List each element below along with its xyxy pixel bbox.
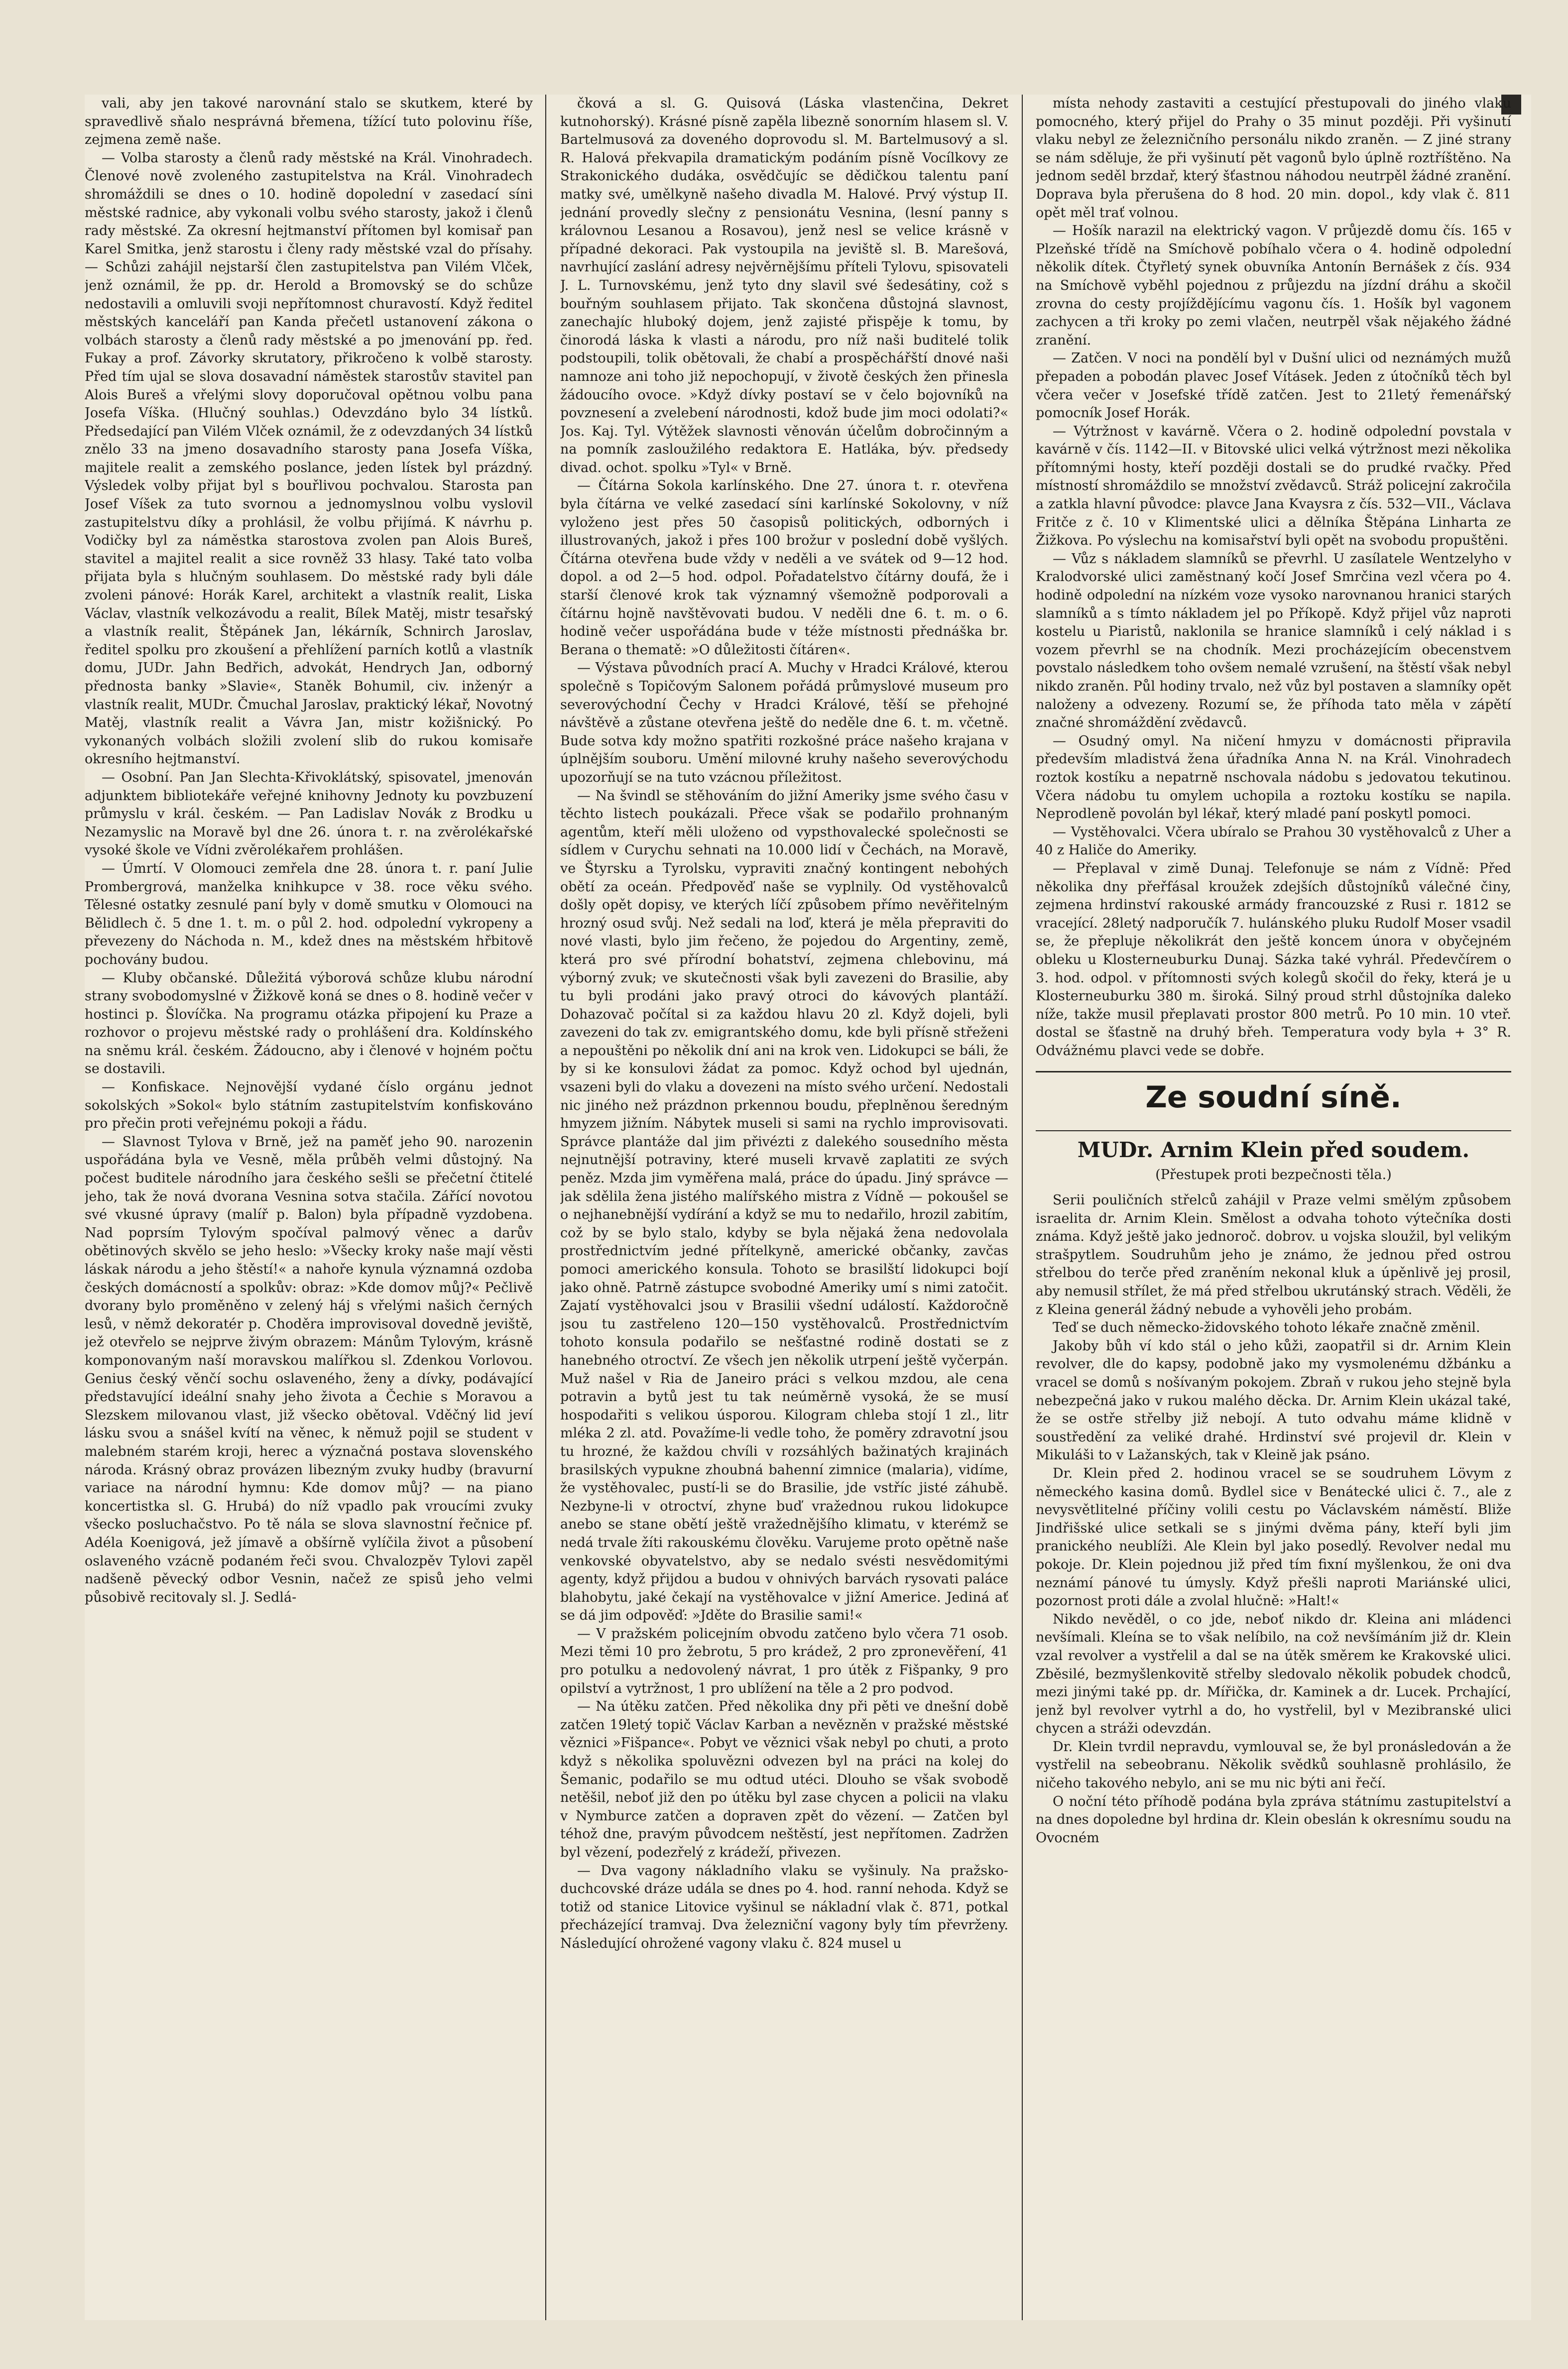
section-heading: Ze soudní síně.	[1036, 1071, 1511, 1117]
paragraph: — Přeplaval v zimě Dunaj. Telefonuje se nám z Vídně: Před několika dny přeřfásal kroužek zdejších důstojníků válečné činy, zejmena hrdinství rakouské armády francouzské z Rusi r. 1812 se vracející. 28letý nadporučík 7. hulánského pluku Rudolf Moser vsadil se, že přepluje několikrát den ještě koncem února v obyčejném obleku u Klosterneuburku Dunaj. Sázka také vyhrál. Předevčírem o 3. hod. odpol. v přítomnosti svých kolegů skočil do řeky, která je u Klosterneuburku 380 m. široká. Silný proud strhl důstojníka daleko níže, takže musil přeplavati prostor 800 metrů. Po 10 min. 10 vteř. dostal se šťastně na druhý břeh. Temperatura vody byla + 3° R. Odvážnému plavci vede se dobře.	[1036, 860, 1511, 1059]
paragraph: čková a sl. G. Quisová (Láska vlastenčina, Dekret kutnohorský). Krásné písně zapěla libezně sonorním hlasem sl. V. Bartelmusová za doveného doprovodu sl. M. Bartelmusový a sl. R. Halová překvapila dramatickým podáním písně Vocílkovy ze Strakonického dudáka, osvědčujíc se dědičkou talentu paní matky své, umělkyně našeho divadla M. Halové. Prvý výstup II. jednání provedly slečny z pensionátu Vesnina, (lesní panny s královnou Lesanou a Rosavou), jenž nesl se velice krásně v případné dekoraci. Pak vystoupila na jeviště sl. B. Marešová, navrhující zaslání adresy nejvěrnějšímu příteli Tylovu, spisovateli J. L. Turnovskému, jenž tyto dny slavil své šedesátiny, což s bouřným souhlasem přijato. Tak skončena důstojná slavnost, zanechajíc hluboký dojem, jenž zajisté přispěje k tomu, by činorodá láska k vlasti a národu, pro níž naši buditelé tolik podstoupili, tolik obětovali, že chabí a prospěchářští dnové naši namnoze ani toho již nepochopují, v životě českých žen přinesla žádoucího ovoce. »Když dívky postaví se v čelo bojovníků na povznesení a zvelebení národnosti, kdož bude jim moci odolati?« Jos. Kaj. Tyl. Výtěžek slavnosti věnován účelům dobročinným a na pomník zasloužilého redaktora E. Hatláka, býv. předsedy divad. ochot. spolku »Tyl« v Brně.	[560, 96, 1008, 475]
paragraph: — Vystěhovalci. Včera ubíralo se Prahou 30 vystěhovalců z Uher a 40 z Haliče do Ameriky.	[1036, 824, 1511, 858]
paragraph: — Osobní. Pan Jan Slechta-Křivoklátský, spisovatel, jmenován adjunktem bibliotekáře veřejné knihovny Jednoty ku povzbuzení průmyslu v král. českém. — Pan Ladislav Novák z Brodku u Nezamyslic na Moravě byl dne 26. února t. r. na zvěrolékařské vysoké škole ve Vídni zvěrolékařem prohlášen.	[85, 769, 533, 858]
column-left	[85, 95, 533, 2320]
article-subtitle: (Přestupek proti bezpečnosti těla.)	[1155, 1167, 1392, 1183]
paragraph: vali, aby jen takové narovnání stalo se skutkem, které by spravedlivě sňalo nesprávná břemena, tížící tuto polovinu říše, zejmena země naše.	[85, 96, 533, 148]
paragraph: místa nehody zastaviti a cestující přestupovali do jiného vlaku pomocného, který přijel do Prahy o 35 minut později. Při vyšinutí vlaku nebyl ze železničního personálu nikdo zraněn. — Z jiné strany se nám sděluje, že při vyšinutí pět vagonů bylo úplně roztříštěno. Na jednom seděl brzdař, který šťastnou náhodou neutrpěl žádné zranění. Doprava byla přerušena do 8 hod. 20 min. dopol., kdy vlak č. 811 opět měl trať volnou.	[1036, 96, 1511, 221]
paragraph: Dr. Klein před 2. hodinou vracel se se soudruhem Lövym z německého kasina domů. Bydlel sice v Benátecké ulici č. 7., ale z nevysvětlitelné příčiny volili cestu po Václavském náměstí. Bliže Jindřišské ulice setkali se s jinými dvěma pány, kteří byli jim pranického neublíži. Ale Klein byl jako posedlý. Revolver nedal mu pokoje. Dr. Klein pojednou již před tím fixní myšlenkou, že oni dva neznámí pánové tu úmysly. Když přešli naproti Mariánské ulici, pozornost proti dále a zvolal hlučně: »Halt!«	[1036, 1465, 1511, 1609]
paragraph: Serii pouličních střelců zahájil v Praze velmi smělým způsobem israelita dr. Arnim Klein. Smělost a odvaha tohoto výtečníka dosti známa. Když ještě jako jednoroč. dobrov. u vojska sloužil, byl velikým strašpytlem. Soudruhům jeho je známo, že jednou před ostrou střelbou do terče před zraněním nekonal kluk a úpěnlivě jej prosil, aby nemusil střílet, že má před střelbou ukrutánský strach. Věděli, že z Kleina generál žádný nebude a vyhověli jeho probám.	[1036, 1192, 1511, 1317]
paragraph: — Zatčen. V noci na pondělí byl v Dušní ulici od neznámých mužů přepaden a pobodán plavec Josef Vításek. Jeden z útočníků těch byl včera večer v Josefské třídě zatčen. Jest to 21letý řemenářský pomocník Josef Horák.	[1036, 351, 1511, 421]
paragraph: — V pražském policejním obvodu zatčeno bylo včera 71 osob. Mezi těmi 10 pro žebrotu, 5 pro krádež, 2 pro zpronevěření, 41 pro potulku a nedovolený návrat, 1 pro útěk z Fišpanky, 9 pro opilství a vytržnost, 1 pro ublížení na těle a 2 pro podvod.	[560, 1626, 1008, 1696]
paragraph: — Na útěku zatčen. Před několika dny při pěti ve dnešní době zatčen 19letý topič Václav Karban a nevězněn v pražské městské věznici »Fišpance«. Pobyt ve věznici však nebyl po chuti, a proto když s několika spoluvězni odvezen byl na práci na kolej do Šemanic, podařilo se mu odtud utéci. Dlouho se však svobodě netěšil, neboť již den po útěku byl zase chycen a policii na vlaku v Nymburce zatčen a dopraven zpět do vězení. — Zatčen byl téhož dne, pravým původcem neštěstí, jest nepřítomen. Zadržen byl vězení, podezřelý z krádeží, přivezen.	[560, 1699, 1008, 1860]
newspaper-page	[85, 95, 1531, 2320]
paragraph: — Osudný omyl. Na ničení hmyzu v domácnosti připravila především mladistvá žena úřadníka Anna N. na Král. Vinohradech roztok kostíku a nepatrně nschovala nádobu s jedovatou tekutinou. Včera nádobu tu omylem uchopila a roztoku kostíku se napila. Neprodleně povolán byl lékař, který mladé paní poskytl pomoci.	[1036, 733, 1511, 822]
paragraph: — Vůz s nákladem slamníků se převrhl. U zasílatele Wentzelyho v Kralodvorské ulici zaměstnaný kočí Josef Smrčina vezl včera po 4. hodině odpolední na nízkém voze vysoko narovnanou hranici starých slamníků a s tímto nákladem jel po Příkopě. Když přijel vůz naproti kostelu u Piaristů, naklonila se hranice slamníků i celý náklad i s vozem převrhl se na chodník. Mezi procházejícím obecenstvem povstalo následkem toho ovšem nemalé vzrušení, na štěstí však nebyl nikdo zraněn. Půl hodiny trvalo, než vůz byl postaven a slamníky opět naloženy a odvezeny. Rozumí se, že příhoda tato měla v zápětí značné shromáždění zvědavců.	[1036, 551, 1511, 731]
paragraph: — Výtržnost v kavárně. Včera o 2. hodině odpolední povstala v kavárně v čís. 1142—II. v Bitovské ulici velká výtržnost mezi několika přítomnými hosty, kteří později dostali se do prudké rvačky. Před místností shromáždilo se množství zvědavců. Stráž policejní zakročila a zatkla hlavní původce: plavce Jana Kvaysra z čís. 532—VII., Václava Fritče z č. 10 v Klimentské ulici a dělníka Štěpána Linharta ze Žižkova. Po výslechu na komisařství byli opět na svobodu propuštěni.	[1036, 423, 1511, 549]
paragraph: Jakoby bůh ví kdo stál o jeho kůži, zaopatřil si dr. Arnim Klein revolver, dle do kapsy, podobně jako my vysmolenému džbánku a vracel se domů s nošívaným pokojem. Zbraň v rukou jeho stejně byla nebezpečná jako v rukou malého děcka. Dr. Arnim Klein ukázal také, že se ostře střelby již nebojí. A tuto odvahu máme klidně v soustředění za veliké drahé. Hrdinství své projevil dr. Klein v Mikuláši to v Lažanských, tak v Kleině jak psáno.	[1036, 1338, 1511, 1463]
paragraph: — Volba starosty a členů rady městské na Král. Vinohradech. Členové nově zvoleného zastupitelstva na Král. Vinohradech shromáždili se dnes o 10. hodině dopolední v zasedací síni městské radnice, aby vykonali volbu svého starosty, jakož i členů rady městské. Za okresní hejtmanství přítomen byl komisař pan Karel Smitka, jenž starostu i členy rady městské vzal do přísahy. — Schůzi zahájil nejstarší člen zastupitelstva pan Vilém Vlček, jenž oznámil, že pp. dr. Herold a Bromovský se do schůze nedostavili a omluvili svoji nepřítomnost churavostí. Když ředitel městských kanceláří pan Kanda přečetl ustanovení zákona o volbách starosty a členů rady městské a po jmenování pp. řed. Fukay a prof. Závorky skrutatory, přikročeno k volbě starosty. Před tím ujal se slova dosavadní náměstek starostův stavitel pan Alois Bureš a vřelými slovy doporučoval opětnou volbu pana Josefa Víška. (Hlučný souhlas.) Odevzdáno bylo 34 lístků. Předsedající pan Vilém Vlček oznámil, že z odevzdaných 34 lístků znělo 33 na jmeno dosavadního starosty pana Josefa Víška, majitele realit a zemského poslance, jeden lístek byl prázdný. Výsledek volby přijat byl s bouřlivou pochvalou. Starosta pan Josef Víšek za tuto svornou a jednomyslnou volbu vyslovil zastupitelstvu díky a prohlásil, že volbu přijímá. K návrhu p. Vodičky byl za náměstka starostova zvolen pan Alois Bureš, stavitel a majitel realit a sice rovněž 33 hlasy. Také tato volba přijata byla s hlučným souhlasem. Do městské rady byli dále zvoleni pánové: Horák Karel, architekt a vlastník realit, Liska Václav, vlastník velkozávodu a realit, Bílek Matěj, mistr tesařský a vlastník realit, Štěpánek Jan, lékárník, Schnirch Jaroslav, ředitel spolku pro zkoušení a přehlížení parních kotlů a vlastník domu, JUDr. Jahn Bedřich, advokát, Hendrych Jan, odborný přednosta banky »Slavie«, Staněk Bohumil, civ. inženýr a vlastník realit, MUDr. Čmuchal Jaroslav, praktický lékař, Novotný Matěj, vlastník realit a Vávra Jan, mistr kožišnický. Po vykonaných volbách složili zvolení slib do rukou komisaře okresního hejtmanství.	[85, 150, 533, 767]
paragraph: O noční této příhodě podána byla zpráva státnímu zastupitelství a na dnes dopoledne byl hrdina dr. Klein obeslán k okresnímu soudu na Ovocném	[1036, 1793, 1511, 1846]
paragraph: — Slavnost Tylova v Brně, jež na paměť jeho 90. narozenin uspořádána byla ve Vesně, měla průběh velmi důstojný. Na počest buditele národního jara českého sešli se přečetní čtitelé jeho, tak že nová dvorana Vesnina sotva stačila. Zářící novotou své vkusné úpravy (malíř p. Balon) byla případně vyzdobena. Nad poprsím Tylovým spočíval palmový věnec a darův obětinových skvělo se jeho heslo: »Všecky kroky naše mají věsti láskak národu a jeho štěstí!« a nahoře kynula významná ozdoba českých domácností a spolkův: obraz: »Kde domov můj?« Pečlivě dvorany bylo proměněno v zelený háj s vřelými našich černých lesů, v němž dekoratér p. Choděra improvisoval dovedně jeviště, jež otevřelo se nejprve živým obrazem: Mánům Tylovým, krásně komponovaným naší moravskou malířkou sl. Zdenkou Vorlovou. Genius český věnčí sochu oslaveného, ženy a dívky, podávající představující ideální snahy jeho života a Čechie s Moravou a Slezskem milovanou vlast, již všecko obětoval. Vděčný lid jeví lásku svou a snášel kvítí na věnec, k němuž pojil se student v malebném starém kroji, herec a význačná postava slovenského národa. Krásný obraz provázen libezným zvuky hudby (bravurní variace na národní hymnu: Kde domov můj? — na piano koncertistka sl. G. Hrubá) do níž vpadlo pak vroucími zvuky všecko posluchačstvo. Po tě nála se slova slavnostní řečnice pf. Adéla Koenigová, jež jímavě a obšírně vylíčila život a působení oslaveného vzácně podaném řeči svou. Chvalozpěv Tylovi zapěl nadšeně pěvecký odbor Vesnin, načež ze spisů jeho velmi působivě recitovaly sl. J. Sedlá-	[85, 1134, 533, 1605]
paragraph: — Dva vagony nákladního vlaku se vyšinuly. Na pražsko-duchcovské dráze udála se dnes po 4. hod. ranní nehoda. Když se totiž od stanice Litovice vyšinul se nákladní vlak č. 871, potkal přecházející tramvaj. Dva železniční vagony byly tím převrženy. Následující ohrožené vagony vlaku č. 824 musel u	[560, 1863, 1008, 1951]
paragraph: — Konfiskace. Nejnovější vydané číslo orgánu jednot sokolských »Sokol« bylo státním zastupitelstvím konfiskováno pro přečin proti veřejnému pokoji a řádu.	[85, 1079, 533, 1132]
column-right	[1036, 95, 1511, 2320]
column-divider	[1022, 95, 1023, 2320]
paragraph: Teď se duch německo-židovského tohoto lékaře značně změnil.	[1053, 1320, 1480, 1336]
paragraph: — Čítárna Sokola karlínského. Dne 27. února t. r. otevřena byla čítárna ve velké zasedací síni karlínské Sokolovny, v níž vyloženo jest přes 50 časopisů politických, odborných i illustrovaných, jakož i přes 100 brožur v poslední době vyšlých. Čítárna otevřena bude vždy v neděli a ve svátek od 9—12 hod. dopol. a od 2—5 hod. odpol. Pořadatelstvo čítárny doufá, že i starší členové krok tak významný všemožně podporovali a čítárnu hojně navštěvovati budou. V neděli dne 6. t. m. o 6. hodině večer uspořádána bude v téže místnosti přednáška br. Berana o thematě: »O důležitosti čítáren«.	[560, 478, 1008, 658]
column-middle	[560, 95, 1008, 2320]
paragraph: — Výstava původních prací A. Muchy v Hradci Králové, kterou společně s Topičovým Salonem pořádá průmyslové museum pro severovýchodní Čechy v Hradci Králové, těší se přehojné návštěvě a zůstane otevřena ještě do neděle dne 6. t. m. včetně. Bude sotva kdy možno spatřiti rozkošné práce našeho krajana v úplnějším souboru. Umění milovné kruhy našeho severovýchodu upozorňují se na tuto vzácnou příležitost.	[560, 660, 1008, 785]
paragraph: — Hošík narazil na elektrický vagon. V průjezdě domu čís. 165 v Plzeňské třídě na Smíchově pobíhalo včera o 4. hodině odpolední několik dítek. Čtyřletý synek obuvníka Antonín Bernášek z čís. 934 na Smíchově vyběhl pojednou z průjezdu na jízdní dráhu a skočil zrovna do cesty projíždějícímu vagonu čís. 1. Hošík byl vagonem zachycen a tři kroky po zemi vlačen, neutrpěl však nějakého žádné zranění.	[1036, 223, 1511, 348]
paragraph: — Na švindl se stěhováním do jižní Ameriky jsme svého času v těchto listech poukázali. Přece však se podařilo prohnaným agentům, kteří měli uloženo od vypsthovalecké společnosti se sídlem v Curychu sehnati na 10.000 lidí v Čechách, na Moravě, ve Štyrsku a Tyrolsku, vypraviti značný kontingent nebohých obětí za oceán. Předpověď naše se vyplnily. Od vystěhovalců došly opět dopisy, ve kterých líčí způsobem přímo nevěřitelným hrozný osud svůj. Než sedali na loď, která je měla přepraviti do nové vlasti, bylo jim řečeno, že pojedou do Argentiny, země, která pro své přírodní bohatství, zejmena chlebovinu, má výborný zvuk; ve skutečnosti však byli zavezeni do Brasilie, aby tu byli prodáni jako pravý otroci do kávových plantáží. Dohazovač počítal si za každou hlavu 20 zl. Když dojeli, byli zavezeni do tak zv. emigrantského domu, kde byli přísně střeženi a nepouštěni po několik dní ani na krok ven. Lidokupci se báli, že by si ke konsulovi žádat za pomoc. Když ochod byl ujednán, vsazeni byli do vlaku a dovezeni na místo svého určení. Nedostali nic jiného než prázdnon prkennou boudu, přeplněnou šeredným hmyzem jižním. Nábytek museli si sami na rychlo improvisovati. Správce plantáže dal jim přivézti z dalekého sousedního města nejnutnější potraviny, které museli krvavě zaplatiti ze svých peněz. Mzda jim vyměřena malá, práce do úpadu. Jiný správce — jak sdělila žena jistého malířského mistra z Vídně — pokoušel se o nejhanebnější vydírání a když se mu to nedařilo, hrozil zabitím, což by se bylo stalo, kdyby se byla nějaká žena nedovolala prostřednictvím jedné přítelkyně, americké občanky, zavčas pomoci amerického konsula. Tohoto se brasilští lidokupci bojí jako ohně. Patrně zástupce svobodné Ameriky umí s nimi zatočit. Zajatí vystěhovalci jsou v Brasilii všední událostí. Každoročně jsou tu zastřeleno 120—150 vystěhovalců. Prostřednictvím tohoto konsula podařilo se nešťastné rodině dostati se z hanebného otroctví. Ze všech jen několik utrpení ještě vyčerpán. Muž našel v Ria de Janeiro práci s velkou mzdou, ale cena potravin a bytů jest tu tak neúměrně vysoká, že se musí hospodařiti s velikou úsporou. Kilogram chleba stojí 1 zl., litr mléka 2 zl. atd. Považíme-li vedle toho, že poměry zdravotní jsou tu hrozné, že každou chvíli v rozsáhlých bažinatých krajinách brasilských vypukne zhoubná bahenní zimnice (malaria), vidíme, že vystěhovalec, pustí-li se do Brasilie, jde vstříc jisté záhubě. Nezbyne-li v otroctví, zhyne buď vražednou rukou lidokupce anebo se stane obětí ještě vražednějšího klimatu, v kterémž se nedá trvale žíti rakouskému člověku. Varujeme proto opětně naše venkovské obyvatelstvo, aby se nedalo svésti nesvědomitými agenty, když přijdou a budou v ohnivých barvách rysovati palácе blahobytu, jaké čekají na vystěhovalce v jižní Americe. Jediná ať se dá jim odpověď: »Jděte do Brasilie sami!«	[560, 788, 1008, 1624]
paragraph: — Úmrtí. V Olomouci zemřela dne 28. února t. r. paní Julie Prombergrová, manželka knihkupce v 38. roce věku svého. Tělesné ostatky zesnulé paní byly v domě smutku v Olomouci na Bělidlech č. 5 dne 1. t. m. o půl 2. hod. odpolední vykropeny a převezeny do Náchoda n. M., kdež dnes na městském hřbitově pochovány budou.	[85, 860, 533, 967]
article-title: MUDr. Arnim Klein před soudem.	[1036, 1130, 1511, 1164]
paragraph: — Kluby občanské. Důležitá výborová schůze klubu národní strany svobodomyslné v Žižkově koná se dnes o 8. hodině večer v hostinci p. Šlovíčka. Na programu otázka připojení ku Praze a rozhovor o projevu městské rady o prohlášení dra. Koldínského na sněmu král. českém. Žádoucno, aby i členové v hojném počtu se dostavili.	[85, 970, 533, 1077]
paragraph: Nikdo nevěděl, o co jde, neboť nikdo dr. Kleina ani mládenci nevšímali. Kleína se to však nelíbilo, na což nevšímáním již dr. Klein vzal revolver a vystřelil a dal se na útěk směrem ke Krakovské ulici. Zběsilé, bezmyšlenkovitě střelby sledovalo několik pobudek chodců, mezi jinými také pp. dr. Mířička, dr. Kaminek a dr. Lucek. Prchající, jenž byl revolver vytrhl a do, ho vystřelil, byl v Mezibranské ulici chycen a stráži odevzdán.	[1036, 1611, 1511, 1737]
column-divider	[545, 95, 546, 2320]
paragraph: Dr. Klein tvrdil nepravdu, vymlouval se, že byl pronásledován a že vystřelil na sebeobranu. Několik svědků souhlasně prohlásilo, že ničeho takového nebylo, ani se mu nic býti ani řečí.	[1036, 1739, 1511, 1791]
